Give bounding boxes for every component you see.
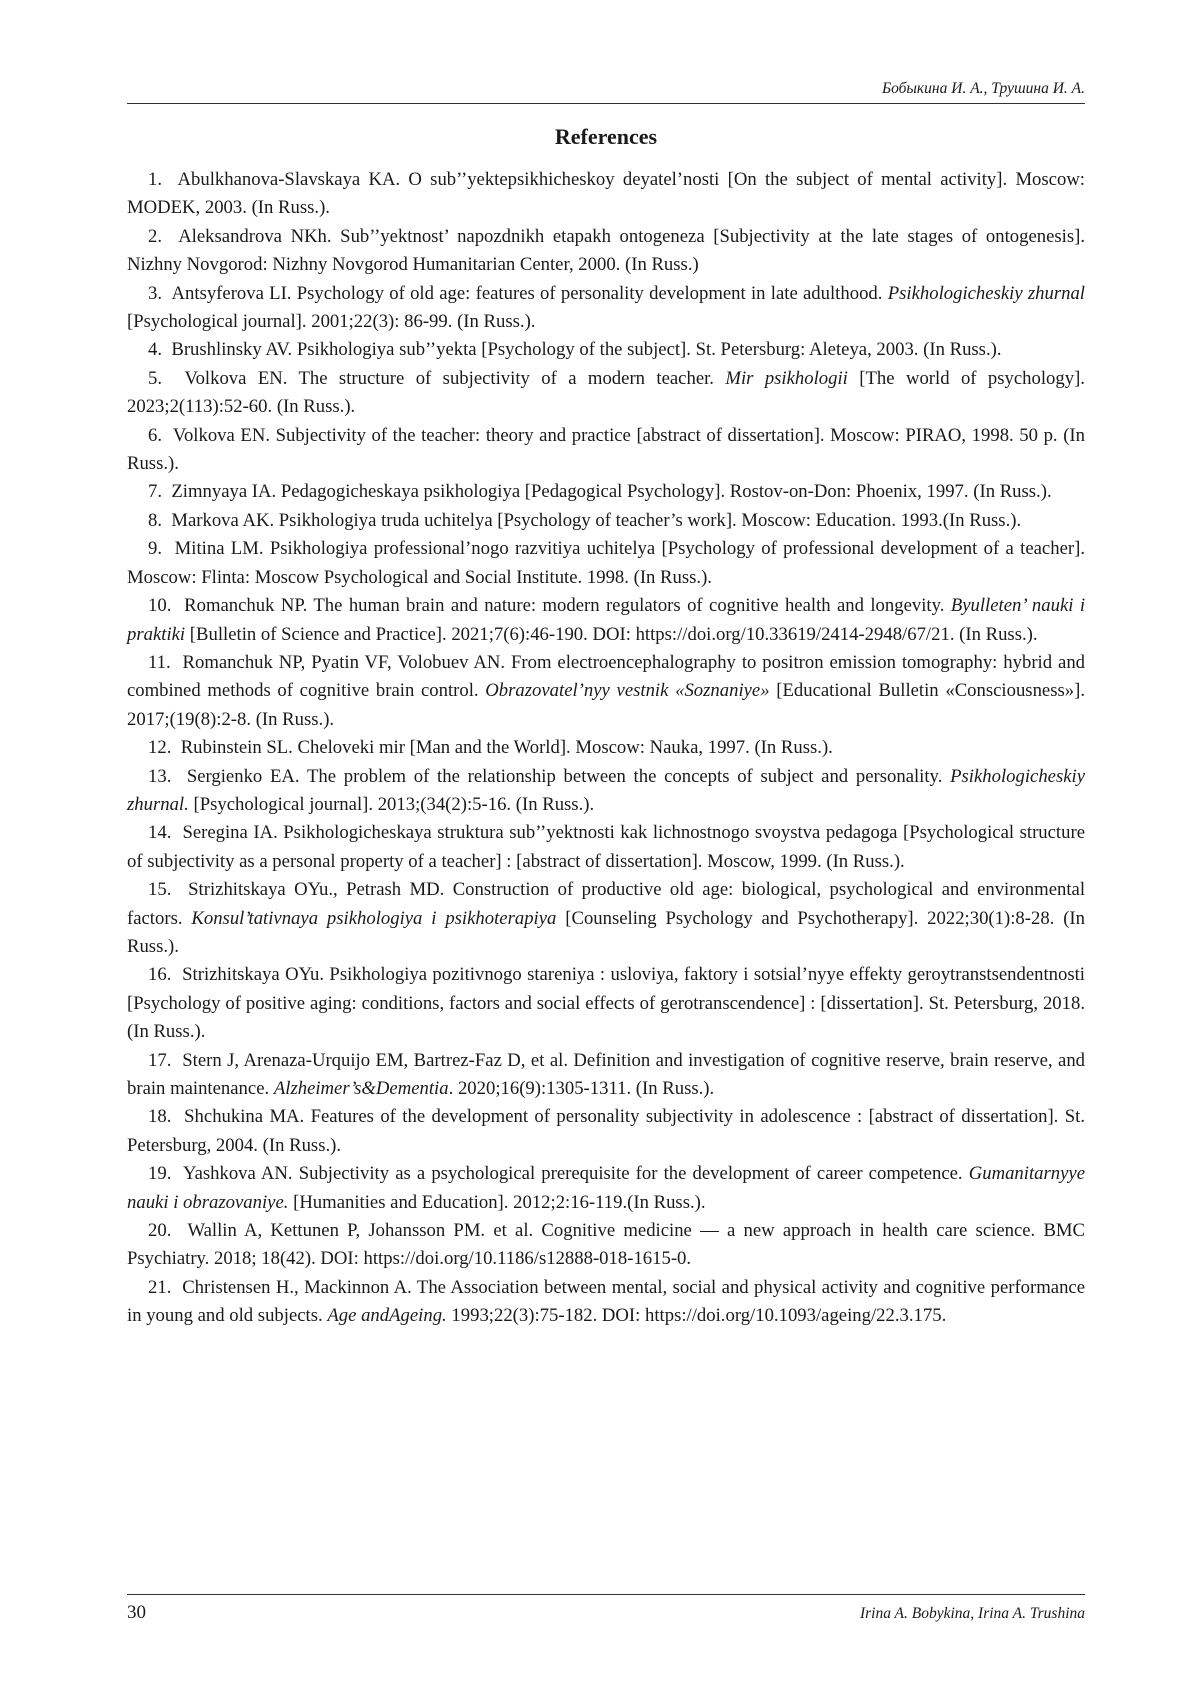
- reference-number: 6.: [148, 424, 163, 446]
- header-rule: [127, 103, 1085, 104]
- reference-text: Christensen H., Mackinnon A. The Association between mental, social and physical activity and cognitive performance in young and old subjects.: [127, 1276, 1086, 1327]
- reference-number: 11.: [148, 651, 171, 673]
- reference-text: Yashkova AN. Subjectivity as a psychological prerequisite for the development of career competence.: [182, 1163, 969, 1185]
- reference-text: [Educational Bulletin «Consciousness»]. 2017;(19(8):2-8. (In Russ.).: [127, 680, 1085, 730]
- reference-number: 18.: [148, 1106, 172, 1128]
- reference-text: Volkova EN. The structure of subjectivity of a modern teacher.: [184, 367, 726, 389]
- reference-item: [127, 1103, 1085, 1160]
- reference-number: 1.: [148, 169, 163, 190]
- reference-source-title: Psikhologicheskiy zhurnal.: [127, 765, 1086, 815]
- reference-number: 7.: [148, 481, 163, 503]
- reference-list: [127, 166, 1085, 1331]
- reference-source-title: Gumanitarnyye nauki i obrazovaniye.: [127, 1163, 1085, 1213]
- reference-item: [127, 649, 1085, 734]
- reference-number: 10.: [148, 595, 172, 617]
- reference-number: 17.: [148, 1049, 172, 1071]
- reference-number: 3.: [148, 282, 163, 304]
- reference-item: [127, 223, 1085, 280]
- reference-source-title: Mir psikhologii: [725, 367, 848, 389]
- page-number: 30: [127, 1602, 146, 1623]
- reference-text: Stern J, Arenaza-Urquijo EM, Bartrez-Faz D, et al. Definition and investigation of cognitive reserve, brain reserve, and brain maintenance.: [127, 1049, 1086, 1099]
- reference-number: 21.: [148, 1276, 172, 1298]
- reference-text: Abulkhanova-Slavskaya KA. O sub’’yektepsikhicheskoy deyatel’nosti [On the subject of mental activity]. Moscow: MODEK, 2003. (In Russ.).: [127, 169, 1086, 219]
- reference-item: [127, 876, 1085, 961]
- reference-number: 5.: [148, 367, 163, 389]
- reference-item: [127, 592, 1085, 649]
- reference-item: [127, 1217, 1085, 1274]
- reference-text: 1993;22(3):75-182. DOI: https://doi.org/10.1093/ageing/22.3.175.: [446, 1305, 947, 1327]
- reference-text: Antsyferova LI. Psychology of old age: features of personality development in late adulthood.: [171, 282, 888, 304]
- reference-text: Sergienko EA. The problem of the relationship between the concepts of subject and personality.: [186, 765, 951, 787]
- reference-text: Aleksandrova NKh. Sub’’yektnost’ napozdnikh etapakh ontogeneza [Subjectivity at the late stages of ontogenesis]. Nizhny Novgorod: Nizhny Novgorod Humanitarian Center, 2000. (In Russ.): [127, 225, 1086, 276]
- reference-source-title: Psikhologicheskiy zhurnal: [887, 282, 1086, 304]
- reference-text: Volkova EN. Subjectivity of the teacher: theory and practice [abstract of dissertation]. Moscow: PIRAO, 1998. 50 p. (In Russ.).: [127, 424, 1085, 475]
- reference-text: Wallin A, Kettunen P, Johansson PM. et al. Cognitive medicine — a new approach in health care science. BMC Psychiatry. 2018; 18(42). DOI: https://doi.org/10.1186/s12888-018-1615-0.: [127, 1220, 1085, 1270]
- reference-item: [127, 763, 1085, 820]
- reference-text: [Psychological journal]. 2001;22(3): 86-99. (In Russ.).: [127, 311, 536, 333]
- reference-number: 16.: [148, 964, 172, 986]
- reference-number: 9.: [148, 538, 163, 560]
- reference-text: [The world of psychology]. 2023;2(113):52-60. (In Russ.).: [127, 367, 1085, 418]
- reference-number: 15.: [148, 879, 172, 901]
- reference-number: 20.: [148, 1220, 172, 1242]
- reference-item: [127, 478, 1085, 506]
- reference-text: Zimnyaya IA. Pedagogicheskaya psikhologiya [Pedagogical Psychology]. Rostov-on-Don: Phoenix, 1997. (In Russ.).: [171, 481, 1052, 503]
- reference-number: 14.: [148, 822, 172, 844]
- reference-item: [127, 535, 1085, 592]
- reference-number: 4.: [148, 339, 163, 361]
- reference-text: Romanchuk NP. The human brain and nature: modern regulators of cognitive health and longevity.: [184, 595, 951, 617]
- reference-item: [127, 734, 1085, 762]
- reference-text: [Humanities and Education]. 2012;2:16-119.(In Russ.).: [288, 1191, 706, 1213]
- reference-text: Shchukina MA. Features of the development of personality subjectivity in adolescence : [abstract of dissertation]. St. Petersburg, 2004. (In Russ.).: [127, 1106, 1085, 1156]
- reference-text: Mitina LM. Psikhologiya professional’nogo razvitiya uchitelya [Psychology of professional development of a teacher]. Moscow: Flinta: Moscow Psychological and Social Institute. 1998. (In Russ.).: [127, 538, 1085, 588]
- reference-number: 12.: [148, 737, 172, 759]
- reference-source-title: Byulleten’ nauki i praktiki: [127, 595, 1086, 645]
- reference-text: [Bulletin of Science and Practice]. 2021;7(6):46-190. DOI: https://doi.org/10.33619/2414-2948/67/21. (In Russ.).: [185, 623, 1038, 645]
- reference-item: [127, 507, 1085, 535]
- reference-source-title: Konsul’tativnaya psikhologiya i psikhoterapiya: [191, 907, 557, 929]
- section-title: References: [554, 124, 658, 149]
- reference-text: [Psychological journal]. 2013;(34(2):5-16. (In Russ.).: [188, 793, 595, 815]
- reference-text: . 2020;16(9):1305-1311. (In Russ.).: [448, 1078, 715, 1099]
- reference-source-title: Obrazovatel’nyy vestnik «Soznaniye»: [485, 680, 770, 702]
- reference-text: Seregina IA. Psikhologicheskaya struktura sub’’yektnosti kak lichnostnogo svoystva pedagoga [Psychological structure of subjectivity as a personal property of a teacher] : [abstract of dissertation]. Moscow, 1999. (In Russ.).: [127, 822, 1085, 872]
- reference-text: Brushlinsky AV. Psikhologiya sub’’yekta [Psychology of the subject]. St. Petersburg: Aleteya, 2003. (In Russ.).: [171, 339, 1002, 361]
- reference-item: [127, 1047, 1085, 1104]
- reference-item: [127, 1274, 1085, 1331]
- reference-item: [127, 336, 1085, 364]
- reference-text: Rubinstein SL. Cheloveki mir [Man and the World]. Moscow: Nauka, 1997. (In Russ.).: [180, 737, 833, 759]
- reference-item: [127, 166, 1085, 223]
- reference-item: [127, 280, 1085, 337]
- reference-source-title: Alzheimer’s&Dementia: [273, 1078, 449, 1099]
- footer-rule: [127, 1594, 1085, 1595]
- reference-item: [127, 819, 1085, 876]
- reference-text: [Counseling Psychology and Psychotherapy]. 2022;30(1):8-28. (In Russ.).: [127, 907, 1085, 957]
- reference-item: [127, 365, 1085, 422]
- running-header: Бобыкина И. А., Трушина И. А.: [881, 80, 1085, 97]
- reference-item: [127, 422, 1085, 479]
- reference-text: Strizhitskaya OYu., Petrash MD. Construction of productive old age: biological, psychological and environmental factors.: [127, 879, 1086, 929]
- reference-item: [127, 961, 1085, 1046]
- reference-number: 2.: [148, 225, 163, 247]
- reference-number: 13.: [148, 765, 172, 787]
- reference-text: Romanchuk NP, Pyatin VF, Volobuev AN. From electroencephalography to positron emission tomography: hybrid and combined methods of cognitive brain control.: [127, 651, 1086, 702]
- reference-source-title: Age andAgeing.: [327, 1305, 447, 1327]
- running-footer: Irina A. Bobykina, Irina A. Trushina: [859, 1605, 1085, 1622]
- reference-text: Strizhitskaya OYu. Psikhologiya pozitivnogo stareniya : usloviya, faktory i sotsial’nyye effekty geroytranstsendentnosti [Psychology of positive aging: conditions, factors and social effects of gerotranscendence] : [dissertation]. St. Petersburg, 2018. (In Russ.).: [127, 964, 1085, 1043]
- reference-number: 8.: [148, 509, 163, 531]
- reference-number: 19.: [148, 1163, 172, 1185]
- reference-text: Markova AK. Psikhologiya truda uchitelya [Psychology of teacher’s work]. Moscow: Education. 1993.(In Russ.).: [171, 509, 1022, 531]
- reference-item: [127, 1160, 1085, 1217]
